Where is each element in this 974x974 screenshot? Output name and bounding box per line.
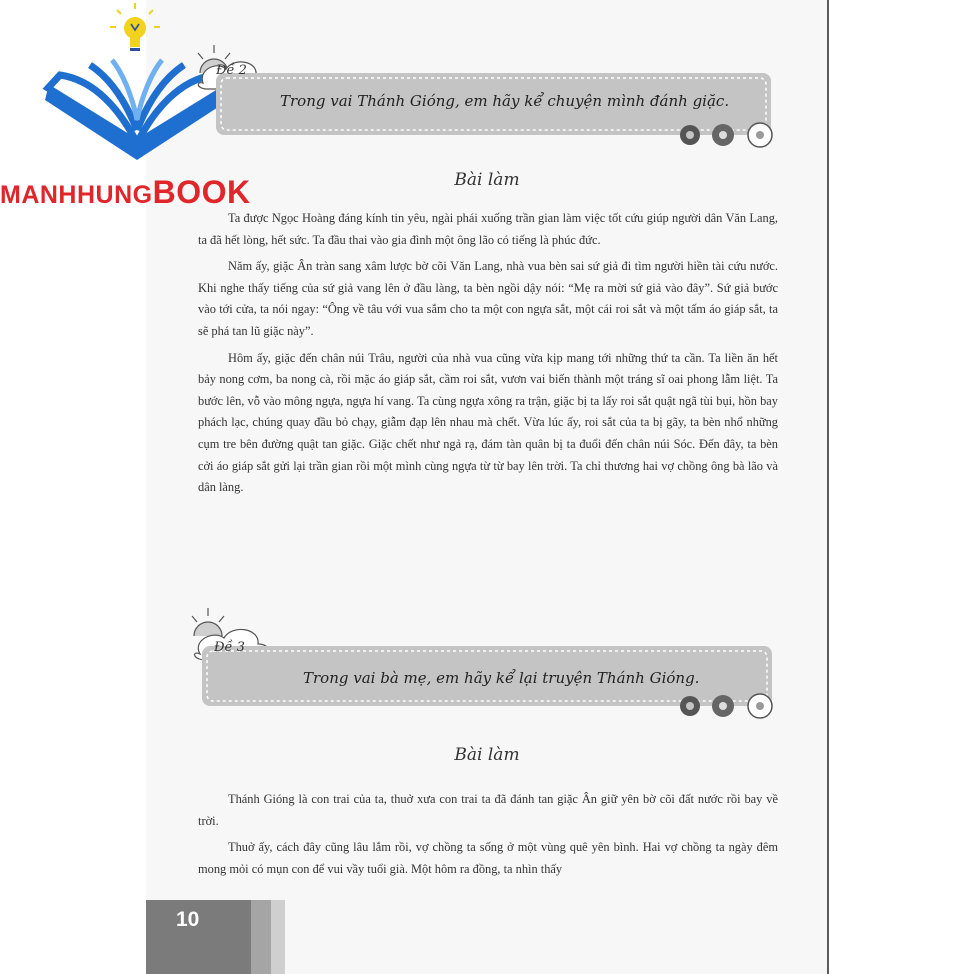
brand-name-part2: BOOK [152, 174, 251, 210]
section-heading: Bài làm [454, 170, 520, 190]
lightbulb-icon [110, 3, 160, 51]
flowers-decoration-icon [680, 123, 772, 147]
page-edge-line [827, 0, 829, 974]
page-tab-stripe [271, 900, 285, 974]
section-prompt: Trong vai bà mẹ, em hãy kể lại truyện Thánh Gióng. [303, 669, 700, 687]
section-heading: Bài làm [454, 745, 520, 765]
section-label: Đề 3 [214, 640, 245, 655]
paragraph: Ta được Ngọc Hoàng đáng kính tin yêu, ngài phái xuống trần gian làm việc tốt cứu giúp người dân Văn Lang, ta đã hết lòng, hết sức. Ta đầu thai vào gia đình một ông lão có tiếng là phúc đức. [198, 211, 778, 247]
banner-frame [188, 602, 788, 732]
section-body [198, 208, 778, 504]
page-number: 10 [176, 908, 200, 931]
paragraph: Thánh Gióng là con trai của ta, thuở xưa con trai ta đã đánh tan giặc Ân giữ yên bờ cõi đất nước rồi bay về trời. [198, 792, 778, 828]
section-body [198, 789, 778, 885]
paragraph: Hôm ấy, giặc đến chân núi Trâu, người của nhà vua cũng vừa kịp mang tới những thứ ta cần. Ta liền ăn hết bảy nong cơm, ba nong cà, rồi mặc áo giáp sắt, cầm roi sắt, vươn vai biến thành một tráng sĩ oai phong lẫm liệt. Ta bước lên, vỗ vào mông ngựa, ngựa hí vang. Ta cùng ngựa xông ra trận, giặc bị ta lấy roi sắt quật ngã tùi bụi, hồn bay phách lạc, chúng quay đầu bỏ chạy, giẫm đạp lên nhau mà chết. Vừa lúc ấy, roi sắt của ta bị gãy, ta bèn nhổ những cụm tre bên đường quật tan giặc. Giặc chết như ngả rạ, đám tàn quân bị ta đuổi đến chân núi Sóc. Đến đây, ta bèn cởi áo giáp sắt gửi lại trần gian rồi một mình cùng ngựa từ từ bay lên trời. Ta chỉ thương hai vợ chồng ông bà lão và dân làng. [198, 350, 778, 495]
section-label: Đề 2 [216, 63, 247, 78]
page-tab-stripe [251, 900, 271, 974]
section-banner-de-2 [188, 35, 788, 165]
section-banner-de-3 [188, 602, 788, 732]
flowers-decoration-icon [680, 694, 772, 718]
paragraph: Thuở ấy, cách đây cũng lâu lắm rồi, vợ chồng ta sống ở một vùng quê yên bình. Hai vợ chồng ta ngày đêm mong mỏi có mụn con để vui vầy tuổi già. Một hôm ra đồng, ta nhìn thấy [198, 840, 778, 876]
section-prompt: Trong vai Thánh Gióng, em hãy kể chuyện mình đánh giặc. [280, 92, 730, 110]
brand-name [0, 174, 290, 211]
brand-name-part1: MANHHUNG [0, 181, 153, 209]
paragraph: Năm ấy, giặc Ân tràn sang xâm lược bờ cõi Văn Lang, nhà vua bèn sai sứ giả đi tìm người hiền tài cứu nước. Khi nghe thấy tiếng của sứ giả vang lên ở đầu làng, ta bèn ngồi dậy nói: “Mẹ ra mời sứ giả vào đây”. Sứ giả bước vào tới cửa, ta nói ngay: “Ông về tâu với vua sắm cho ta một con ngựa sắt, một cái roi sắt và một tấm áo giáp sắt, ta sẽ phá tan lũ giặc này”. [198, 259, 778, 338]
